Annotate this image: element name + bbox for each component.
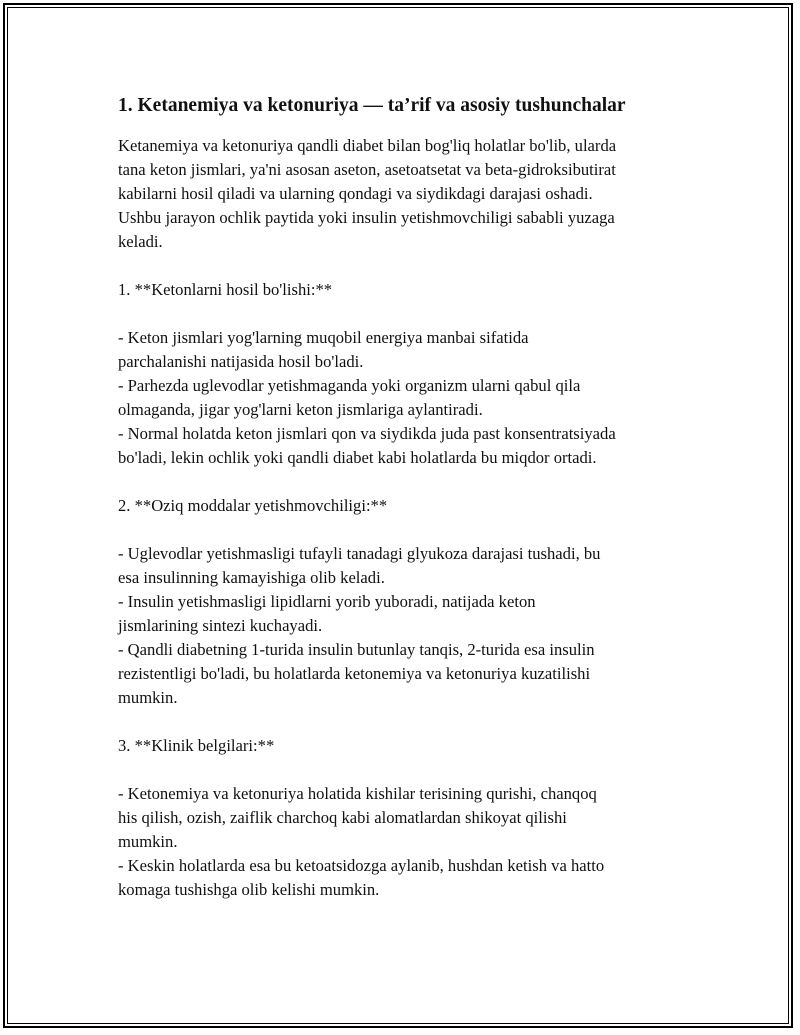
document-body-text: Ketanemiya va ketonuriya qandli diabet bilan bog'liq holatlar bo'lib, ularda tana keton jismlari, ya'ni asosan aseton, asetoatsetat va beta-gidroksibutirat kabilarni hosil qiladi va ularning qondagi va siydikdagi darajasi oshadi. Ushbu jarayon ochlik paytida yoki insulin yetishmovchiligi sababli yuzaga keladi. 1. **Ketonlarni hosil bo'lishi:** - Keton jismlari yog'larning muqobil energiya manbai sifatida parchalanishi natijasida hosil bo'ladi. - Parhezda uglevodlar yetishmaganda yoki organizm ularni qabul qila olmaganda, jigar yog'larni keton jismlariga aylantiradi. - Normal holatda keton jismlari qon va siydikda juda past konsentratsiyada bo'ladi, lekin ochlik yoki qandli diabet kabi holatlarda bu miqdor ortadi. 2. **Oziq moddalar yetishmovchiligi:** - Uglevodlar yetishmasligi tufayli tanadagi glyukoza darajasi tushadi, bu esa insulinning kamayishiga olib keladi. - Insulin yetishmasligi lipidlarni yorib yuboradi, natijada keton jismlarining sintezi kuchayadi. - Qandli diabetning 1-turida insulin butunlay tanqis, 2-turida esa insulin rezistentligi bo'ladi, bu holatlarda ketonemiya va ketonuriya kuzatilishi mumkin. 3. **Klinik belgilari:** - Ketonemiya va ketonuriya holatida kishilar terisining qurishi, chanqoq his qilish, ozish, zaiflik charchoq kabi alomatlardan shikoyat qilishi mumkin. - Keskin holatlarda esa bu ketoatsidozga aylanib, hushdan ketish va hatto komaga tushishga olib kelishi mumkin. (118, 136, 617, 899)
document-content (118, 92, 683, 902)
section-heading: 1. Ketanemiya va ketonuriya — ta’rif va asosiy tushunchalar (118, 95, 626, 116)
